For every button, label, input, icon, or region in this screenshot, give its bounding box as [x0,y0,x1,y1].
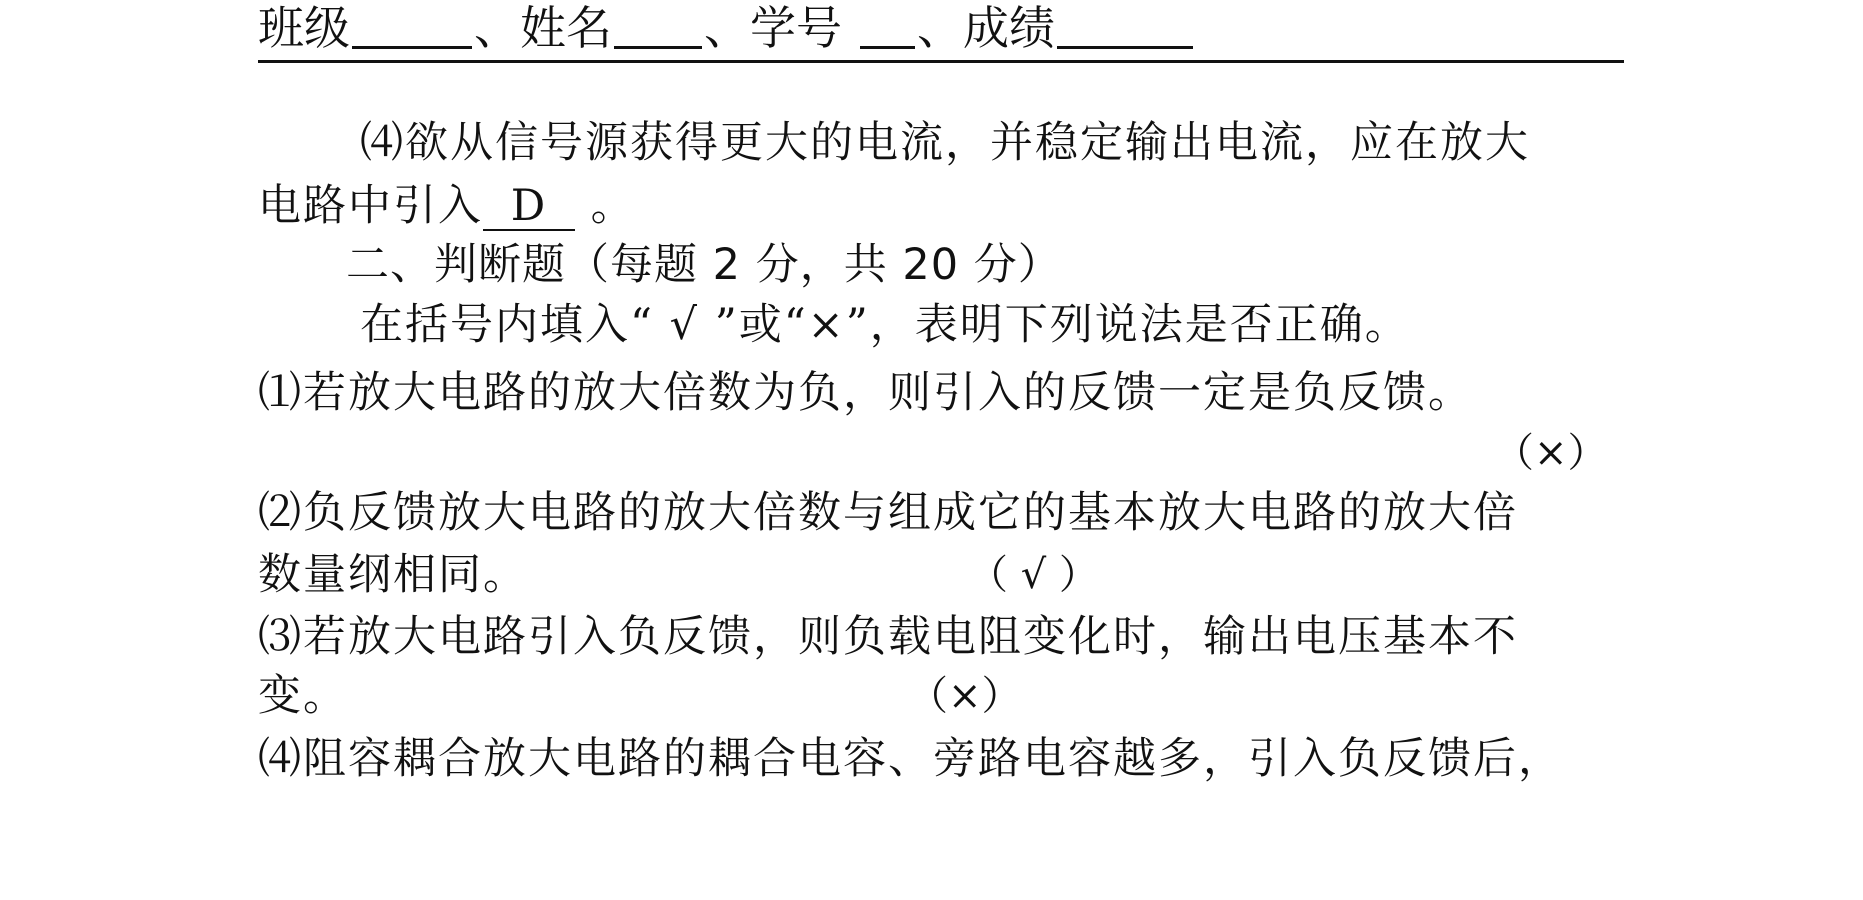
header-info-line [258,0,1624,63]
judgment-item-1-mark: （×） [1494,430,1608,476]
judgment-item-3-line-2: 变。 [258,671,348,721]
student-id-label: 学号 [750,1,842,55]
question-4-suffix: 。 [575,181,636,231]
question-4-prefix: 电路中引入 [258,181,483,231]
judgment-item-1-text: ⑴若放大电路的放大倍数为负，则引入的反馈一定是负反馈。 [258,368,1473,418]
judgment-item-2-mark: （ √ ） [968,552,1099,598]
score-blank[interactable] [1057,0,1193,49]
section-2-instruction: 在括号内填入“ √ ”或“×”，表明下列说法是否正确。 [360,300,1410,350]
judgment-item-4-line-1: ⑷阻容耦合放大电路的耦合电容、旁路电容越多，引入负反馈后， [258,734,1563,784]
judgment-item-3-mark: （×） [908,673,1022,719]
section-2-title: 二、判断题（每题 2 分，共 20 分） [346,240,1062,290]
student-id-blank[interactable] [860,0,915,49]
score-label: 成绩 [963,1,1055,55]
name-label: 姓名 [520,1,612,55]
judgment-item-3-line-1: ⑶若放大电路引入负反馈，则负载电阻变化时，输出电压基本不 [258,612,1518,662]
header-separator: 、 [474,1,520,55]
question-4-answer: D [483,183,575,231]
name-blank[interactable] [614,0,702,49]
header-separator: 、 [704,1,750,55]
class-label: 班级 [258,1,350,55]
question-4-line-1: ⑷欲从信号源获得更大的电流，并稳定输出电流，应在放大 [360,118,1530,168]
judgment-item-2-line-2: 数量纲相同。 [258,550,528,600]
question-4-line-2 [258,181,636,231]
header-separator: 、 [917,1,963,55]
class-blank[interactable] [352,0,472,49]
judgment-item-2-line-1: ⑵负反馈放大电路的放大倍数与组成它的基本放大电路的放大倍 [258,488,1518,538]
